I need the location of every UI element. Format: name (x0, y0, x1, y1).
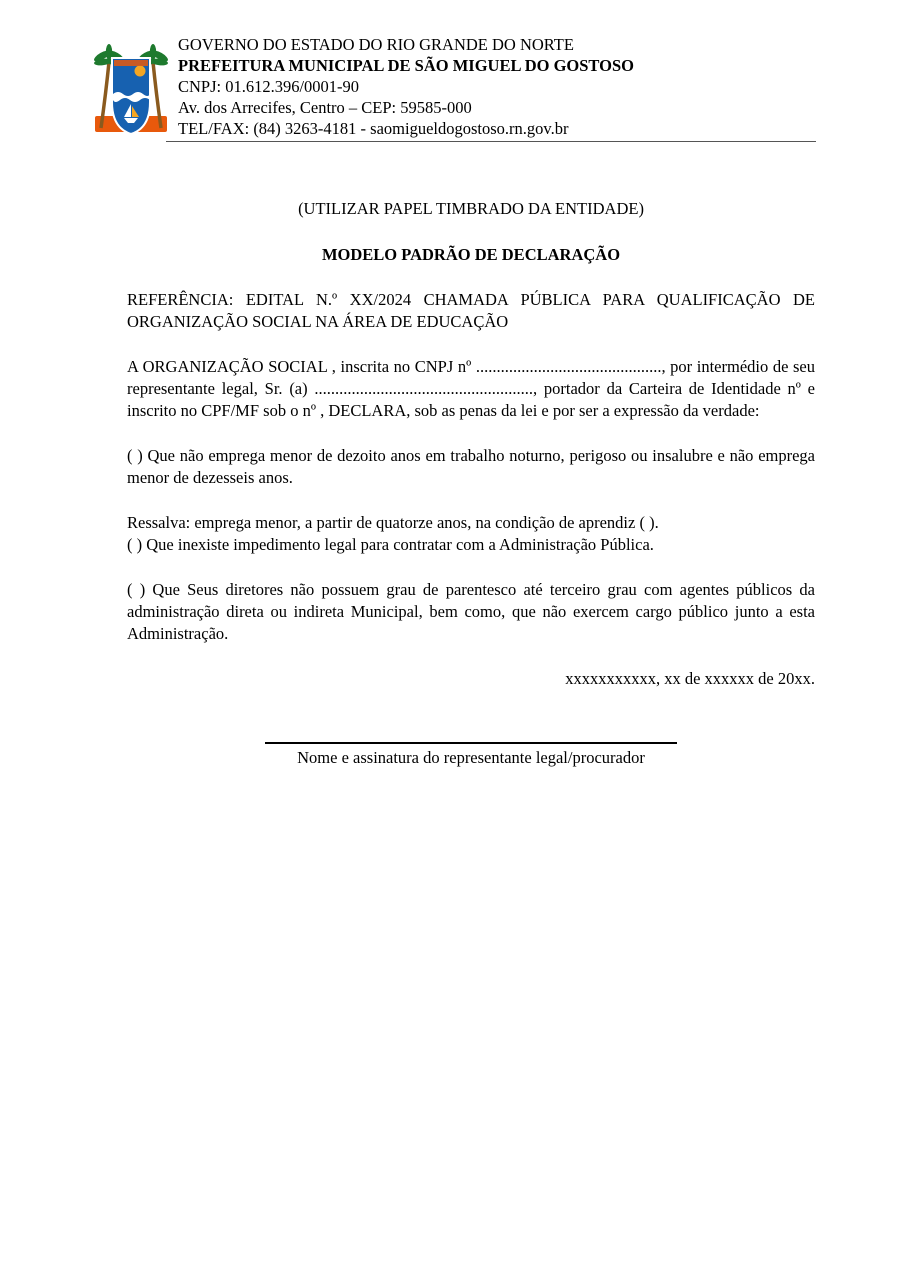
document-title: MODELO PADRÃO DE DECLARAÇÃO (321, 245, 621, 264)
letterhead-address-line: Av. dos Arrecifes, Centro – CEP: 59585-000 (178, 98, 472, 117)
declaration-ressalva-block (127, 512, 815, 556)
ressalva-line: Ressalva: emprega menor, a partir de quatorze anos, na condição de aprendiz ( ). (127, 513, 659, 532)
letterhead-government-line: GOVERNO DO ESTADO DO RIO GRANDE DO NORTE (178, 35, 574, 54)
letterhead-municipality-line: PREFEITURA MUNICIPAL DE SÃO MIGUEL DO GOSTOSO (178, 56, 634, 75)
reference-paragraph: REFERÊNCIA: EDITAL N.º XX/2024 CHAMADA PÚBLICA PARA QUALIFICAÇÃO DE ORGANIZAÇÃO SOCIAL NA ÁREA DE EDUCAÇÃO (127, 290, 815, 331)
letterhead (0, 0, 900, 140)
place-date-line: xxxxxxxxxxx, xx de xxxxxx de 20xx. (565, 669, 815, 688)
declaration-item-minor-labor: ( ) Que não emprega menor de dezoito anos em trabalho noturno, perigoso ou insalubre e não emprega menor de dezesseis anos. (127, 446, 815, 487)
letterhead-cnpj-line: CNPJ: 01.612.396/0001-90 (178, 77, 360, 96)
signature-line (265, 742, 677, 744)
letterhead-instruction-note: (UTILIZAR PAPEL TIMBRADO DA ENTIDADE) (298, 199, 644, 218)
letterhead-contact-line: TEL/FAX: (84) 3263-4181 - saomigueldogostoso.rn.gov.br (178, 119, 569, 138)
letterhead-text (178, 28, 634, 139)
declaration-item-legal-impediment: ( ) Que inexiste impedimento legal para contratar com a Administração Pública. (127, 535, 654, 554)
signature-caption: Nome e assinatura do representante legal/procurador (297, 748, 645, 767)
declaration-item-kinship: ( ) Que Seus diretores não possuem grau de parentesco até terceiro grau com agentes públicos da administração direta ou indireta Municipal, bem como, que não exercem cargo público junto a esta Administração. (127, 580, 815, 643)
signature-block (127, 742, 815, 769)
municipal-crest-logo (94, 30, 168, 140)
document-body (0, 198, 900, 769)
header-divider (166, 141, 816, 142)
declaration-opening-paragraph: A ORGANIZAÇÃO SOCIAL , inscrita no CNPJ nº ............................................., por intermédio de seu representante legal, Sr. (a) ....................................................., portador da Carteira de Identidade nº e inscrito no CPF/MF sob o nº , DECLARA, sob as penas da lei e por ser a expressão da verdade: (127, 357, 815, 420)
